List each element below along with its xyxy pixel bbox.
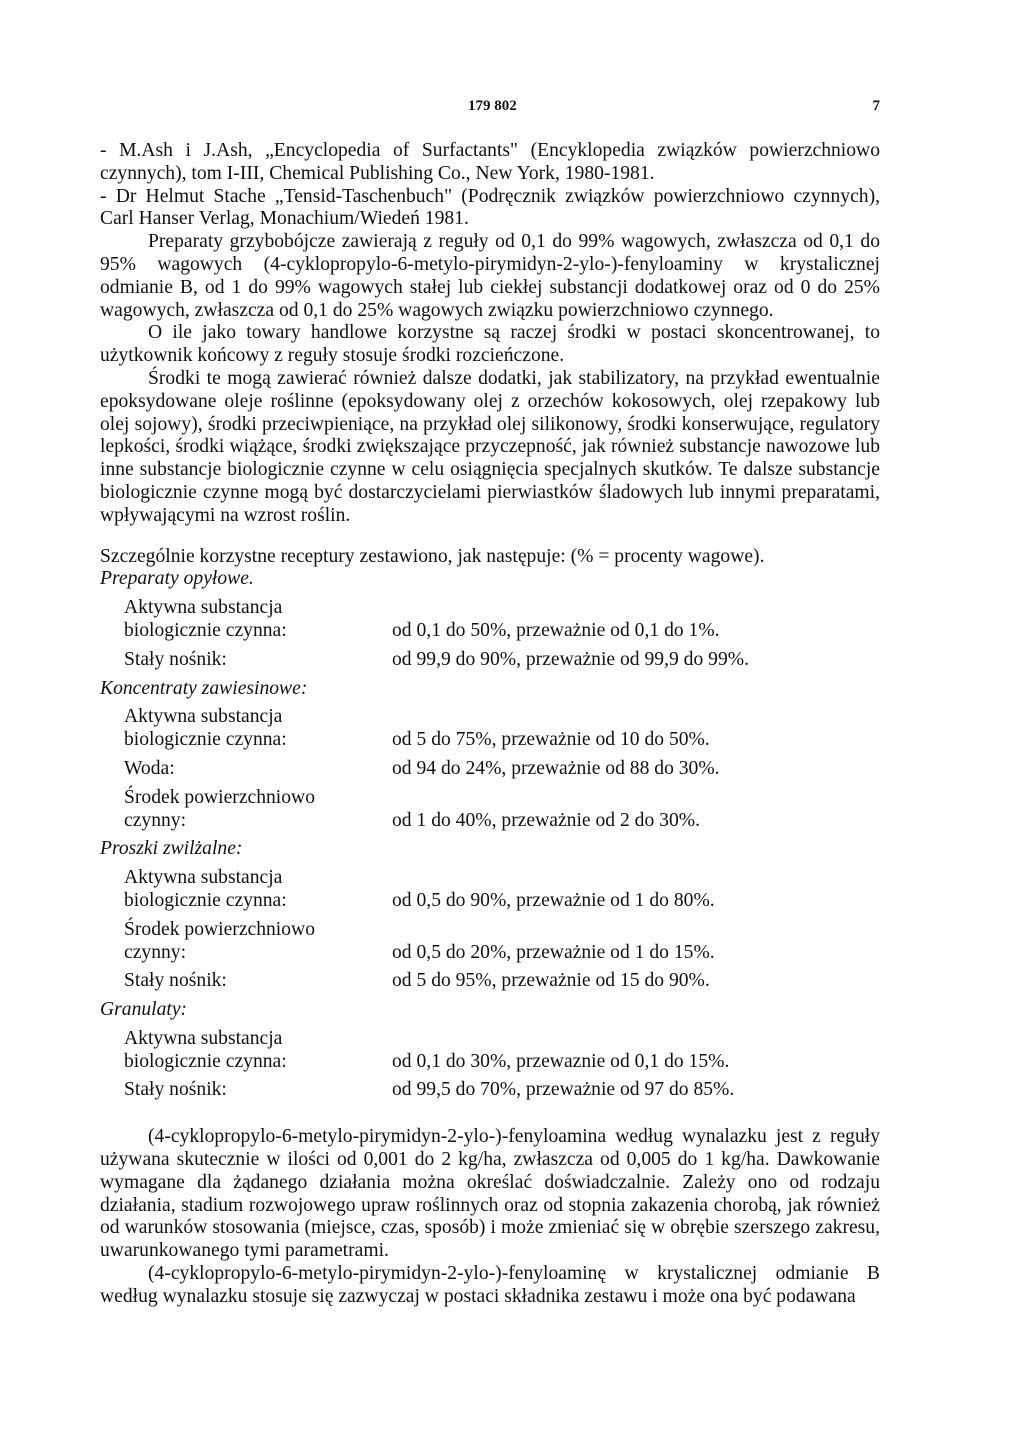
document-body [100,140,880,1309]
recipe-label [100,1028,364,1074]
recipe-value: od 0,1 do 30%, przewaznie od 0,1 do 15%. [392,1050,730,1072]
recipe-title: Preparaty opyłowe. [100,568,254,590]
recipe-label-line2: biologicznie czynna: [124,889,287,911]
recipe-label-line1: Aktywna substancja [124,1027,283,1049]
recipe-row [100,758,880,781]
recipe-label-line1: Aktywna substancja [124,706,283,728]
recipe-label [100,919,364,965]
recipe-label [100,970,364,993]
recipe-label-line2: czynny: [124,809,187,831]
recipe-row [100,597,880,643]
recipe-label-line2: biologicznie czynna: [124,729,287,751]
recipe-label [100,597,364,643]
recipe-value: od 1 do 40%, przeważnie od 2 do 30%. [392,809,700,831]
recipe-label [100,706,364,752]
paragraph: (4-cyklopropylo-6-metylo-pirymidyn-2-ylo-)-fenyloamina według wynalazku jest z reguły używana skutecznie w ilości od 0,001 do 2 kg/ha, zwłaszcza od 0,005 do 1 kg/ha. Dawkowanie wymagane dla żądanego działania można określać doświadczalnie. Zależy ono od rodzaju działania, stadium rozwojowego upraw roślinnych oraz od stopnia zakazenia chorobą, jak również od warunków stosowania (miejsce, czas, sposób) i może zmieniać się w obrębie szerszego zakresu, uwarunkowanego tymi parametrami. [100,1126,880,1262]
recipe-value: od 94 do 24%, przeważnie od 88 do 30%. [392,757,720,779]
recipe-label-line2: biologicznie czynna: [124,1050,287,1072]
recipe-row [100,867,880,913]
recipe-label-line2: Stały nośnik: [124,648,227,670]
recipe-title: Koncentraty zawiesinowe: [100,677,308,699]
recipe-label-line1: Środek powierzchniowo [124,918,315,940]
recipe-label-line2: Stały nośnik: [124,970,227,992]
recipe-value: od 0,5 do 90%, przeważnie od 1 do 80%. [392,889,715,911]
recipe-label [100,758,364,781]
recipe-title: Granulaty: [100,999,188,1021]
recipe-value: od 99,9 do 90%, przeważnie od 99,9 do 99%. [392,648,749,670]
paragraph: (4-cyklopropylo-6-metylo-pirymidyn-2-ylo-)-fenyloaminę w krystalicznej odmianie B według wynalazku stosuje się zazwyczaj w postaci składnika zestawu i może ona być podawana [100,1263,880,1307]
recipe-row [100,970,880,993]
recipe-section [100,999,880,1102]
recipe-value: od 0,1 do 50%, przeważnie od 0,1 do 1%. [392,619,720,641]
recipes-intro: Szczególnie korzystne receptury zestawiono, jak następuje: (% = procenty wagowe). [100,545,765,567]
recipe-value: od 5 do 95%, przeważnie od 15 do 90%. [392,970,710,992]
recipe-title: Proszki zwilżalne: [100,838,243,860]
recipe-label-line1: Aktywna substancja [124,597,283,619]
recipe-value: od 0,5 do 20%, przeważnie od 1 do 15%. [392,941,715,963]
page-header [100,95,880,119]
recipe-label-line2: Woda: [124,757,175,779]
reference-item: - M.Ash i J.Ash, „Encyclopedia of Surfactants" (Encyklopedia związków powierzchniowo czynnych), tom I-III, Chemical Publishing Co., New York, 1980-1981. [100,140,880,184]
recipe-value: od 99,5 do 70%, przeważnie od 97 do 85%. [392,1079,735,1101]
recipe-section [100,568,880,671]
recipe-row [100,649,880,672]
recipe-row [100,919,880,965]
recipe-section [100,838,880,993]
spacer [100,528,880,546]
recipe-value: od 5 do 75%, przeważnie od 10 do 50%. [392,729,710,751]
recipe-row [100,706,880,752]
recipe-row [100,1028,880,1074]
recipe-row [100,1079,880,1102]
recipe-label-line2: Stały nośnik: [124,1079,227,1101]
recipe-label-line1: Środek powierzchniowo [124,786,315,808]
patent-number: 179 802 [468,98,517,114]
recipe-label [100,867,364,913]
recipe-label [100,1079,364,1102]
paragraph: Środki te mogą zawierać również dalsze dodatki, jak stabilizatory, na przykład ewentualnie epoksydowane oleje roślinne (epoksydowany olej z orzechów kokosowych, olej rzepakowy lub olej sojowy), środki przeciwpieniące, na przykład olej silikonowy, środki konserwujące, regulatory lepkości, środki wiążące, środki zwiększające przyczepność, jak również substancje nawozowe lub inne substancje biologicznie czynne w celu osiągnięcia specjalnych skutków. Te dalsze substancje biologicznie czynne mogą być dostarczycielami pierwiastków śladowych lub innymi preparatami, wpływającymi na wzrost roślin. [100,367,880,526]
recipe-label-line2: biologicznie czynna: [124,619,287,641]
recipe-label [100,649,364,672]
page-number: 7 [872,98,880,114]
recipe-section [100,678,880,833]
recipe-label-line2: czynny: [124,941,187,963]
spacer [100,1108,880,1126]
recipe-row [100,787,880,833]
paragraph: Preparaty grzybobójcze zawierają z reguły od 0,1 do 99% wagowych, zwłaszcza od 0,1 do 95% wagowych (4-cyklopropylo-6-metylo-pirymidyn-2-ylo-)-fenyloaminy w krystalicznej odmianie B, od 1 do 99% wagowych stałej lub ciekłej substancji dodatkowej oraz od 0 do 25% wagowych, zwłaszcza od 0,1 do 25% wagowych związku powierzchniowo czynnego. [100,231,880,321]
recipe-label [100,787,364,833]
recipe-label-line1: Aktywna substancja [124,867,283,889]
reference-item: - Dr Helmut Stache „Tensid-Taschenbuch" (Podręcznik związków powierzchniowo czynnych), Carl Hanser Verlag, Monachium/Wiedeń 1981. [100,185,880,230]
paragraph: O ile jako towary handlowe korzystne są raczej środki w postaci skoncentrowanej, to użytkownik końcowy z reguły stosuje środki rozcieńczone. [100,322,880,367]
